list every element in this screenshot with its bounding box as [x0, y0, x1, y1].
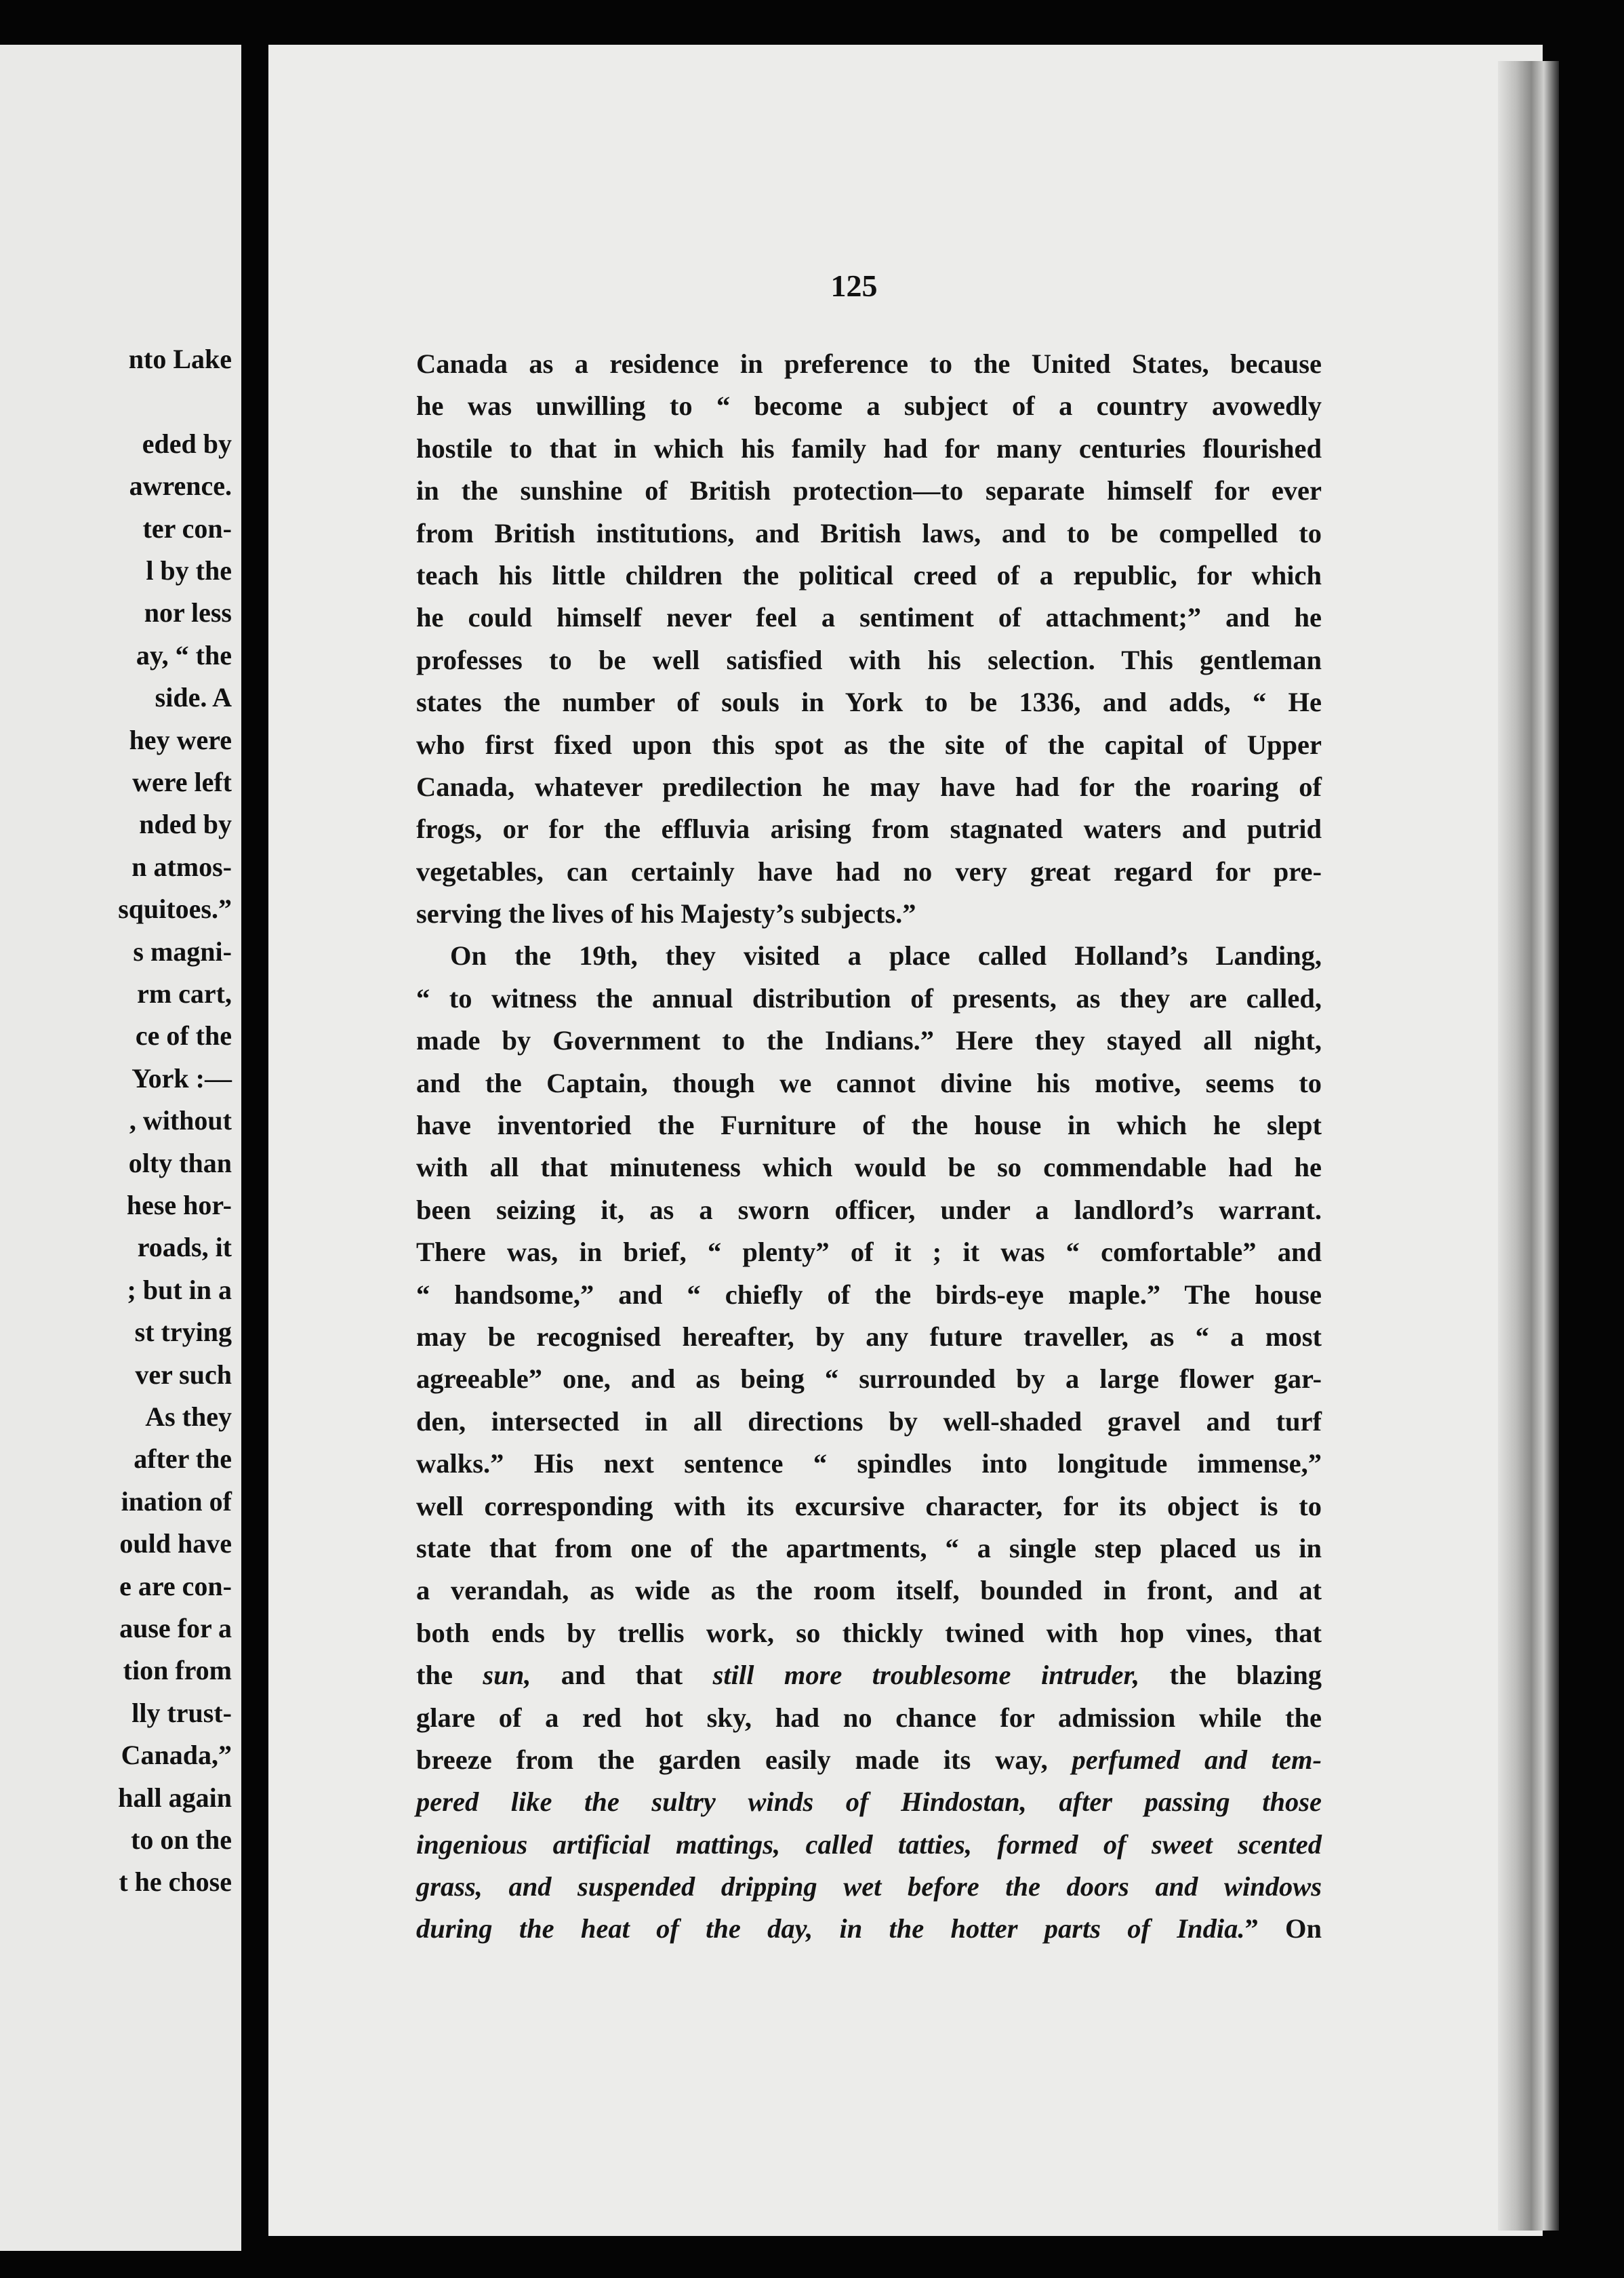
- left-page-fragment: after the: [134, 1443, 232, 1475]
- text-line: [416, 1781, 1322, 1823]
- text-run: glare of a red hot sky, had no chance for admission while the: [416, 1702, 1322, 1733]
- text-run: On the 19th, they visited a place called Holland’s Landing,: [450, 940, 1322, 972]
- text-line: [416, 1485, 1322, 1527]
- italic-text: ingenious artificial mattings, called tatties, formed of sweet scented: [416, 1829, 1322, 1860]
- left-page-fragment: were left: [132, 767, 232, 797]
- left-page-fragment: squitoes.”: [118, 894, 232, 925]
- text-run: walks.” His next sentence “ spindles into longitude immense,”: [416, 1448, 1322, 1479]
- text-run: hostile to that in which his family had for many centuries flourished: [416, 433, 1322, 464]
- text-run: in the sunshine of British protection—to separate himself for ever: [416, 475, 1322, 506]
- left-page-fragment: eded by: [142, 428, 232, 459]
- left-page-fragment: ould have: [119, 1528, 232, 1559]
- text-run: the: [416, 1660, 483, 1691]
- italic-text: sun,: [483, 1660, 531, 1691]
- left-page-fragment: hese hor-: [126, 1190, 232, 1220]
- text-run: teach his little children the political creed of a republic, for which: [416, 559, 1322, 591]
- text-line: [416, 681, 1322, 723]
- text-line: [416, 978, 1322, 1020]
- text-run: he could himself never feel a sentiment of attachment;” and he: [416, 602, 1322, 633]
- body-text: [416, 343, 1322, 1951]
- text-run: vegetables, can certainly have had no very great regard for pre-: [416, 856, 1322, 887]
- text-line: [416, 385, 1322, 427]
- text-run: frogs, or for the effluvia arising from stagnated waters and putrid: [416, 814, 1322, 845]
- text-line: [416, 1358, 1322, 1400]
- left-page-fragment: n atmos-: [131, 851, 232, 882]
- text-line: [416, 1527, 1322, 1570]
- left-page-fragment: s magni-: [133, 936, 232, 967]
- text-line: [416, 766, 1322, 808]
- text-line: [416, 1231, 1322, 1273]
- text-run: who first fixed upon this spot as the site of the capital of Upper: [416, 729, 1322, 760]
- text-line: [416, 639, 1322, 681]
- text-run: Canada as a residence in preference to the United States, because: [416, 348, 1322, 379]
- text-run: made by Government to the Indians.” Here they stayed all night,: [416, 1025, 1322, 1056]
- text-line: [416, 428, 1322, 470]
- left-page-fragment: Canada,”: [121, 1740, 232, 1771]
- left-page-fragment: nded by: [139, 809, 232, 840]
- page-number: 125: [830, 268, 878, 303]
- text-run: both ends by trellis work, so thickly twined with hop vines, that: [416, 1617, 1322, 1648]
- left-page-fragment: tion from: [123, 1655, 232, 1686]
- text-line: [416, 1274, 1322, 1316]
- text-line: [416, 1739, 1322, 1781]
- text-run: professes to be well satisfied with his selection. This gentleman: [416, 644, 1322, 675]
- text-line: [416, 1104, 1322, 1146]
- left-page-fragment: ay, “ the: [136, 639, 232, 671]
- left-page-fragment: rm cart,: [137, 978, 232, 1009]
- text-line: [416, 343, 1322, 385]
- text-line: [416, 1866, 1322, 1908]
- text-run: may be recognised hereafter, by any future traveller, as “ a most: [416, 1321, 1322, 1352]
- text-line: [416, 1146, 1322, 1188]
- facing-page-left: [0, 45, 241, 2251]
- left-page-fragment: e are con-: [119, 1570, 232, 1601]
- left-page-fragment: ter con-: [142, 513, 232, 544]
- text-line: [416, 1189, 1322, 1231]
- text-line: [416, 1654, 1322, 1696]
- text-line: [416, 1443, 1322, 1485]
- italic-text: perfumed and tem-: [1072, 1744, 1322, 1775]
- left-page-fragment: nto Lake: [128, 344, 232, 374]
- text-run: have inventoried the Furniture of the house in which he slept: [416, 1110, 1322, 1141]
- left-page-fragment: , without: [129, 1105, 232, 1136]
- left-page-fragment: nor less: [144, 597, 232, 628]
- left-page-fragment: to on the: [131, 1824, 232, 1855]
- text-line: [416, 1570, 1322, 1612]
- text-line: [416, 1062, 1322, 1104]
- left-page-fragment: hall again: [118, 1782, 232, 1813]
- text-run: serving the lives of his Majesty’s subjects.”: [416, 898, 916, 930]
- text-run: and the Captain, though we cannot divine his motive, seems to: [416, 1067, 1322, 1098]
- left-page-fragment: ver such: [135, 1359, 232, 1390]
- text-line: [416, 1316, 1322, 1358]
- text-line: [416, 1612, 1322, 1654]
- left-page-fragment: ause for a: [119, 1613, 232, 1643]
- left-page-fragment: side. A: [155, 682, 232, 713]
- page-edges: [1498, 61, 1559, 2231]
- left-page-fragment: York :—: [131, 1062, 232, 1094]
- text-run: well corresponding with its excursive character, for its object is to: [416, 1490, 1322, 1521]
- text-line: [416, 724, 1322, 766]
- left-page-fragment: lly trust-: [131, 1697, 232, 1728]
- text-run: “ to witness the annual distribution of presents, as they are called,: [416, 982, 1322, 1014]
- left-page-fragment: st trying: [134, 1317, 232, 1348]
- italic-text: during the heat of the day, in the hotter parts of India.: [416, 1913, 1245, 1944]
- italic-text: still more troublesome intruder,: [712, 1660, 1140, 1691]
- text-line: [416, 851, 1322, 893]
- text-line: [416, 893, 1322, 935]
- text-line: [416, 1908, 1322, 1950]
- text-run: state that from one of the apartments, “ a single step placed us in: [416, 1532, 1322, 1563]
- text-line: [416, 555, 1322, 597]
- text-line: [416, 1697, 1322, 1739]
- text-line: [416, 1824, 1322, 1866]
- left-page-fragment: awrence.: [129, 471, 232, 502]
- text-run: “ handsome,” and “ chiefly of the birds-eye maple.” The house: [416, 1279, 1322, 1310]
- left-page-fragment: olty than: [128, 1147, 232, 1178]
- text-run: states the number of souls in York to be 1336, and adds, “ He: [416, 687, 1322, 718]
- text-line: [416, 1020, 1322, 1062]
- italic-text: grass, and suspended dripping wet before the doors and windows: [416, 1871, 1322, 1902]
- left-page-fragment: ; but in a: [127, 1274, 232, 1305]
- book-gutter: [241, 0, 268, 2278]
- italic-text: pered like the sultry winds of Hindostan, after passing those: [416, 1786, 1322, 1818]
- text-line: [416, 808, 1322, 850]
- text-run: den, intersected in all directions by well-shaded gravel and turf: [416, 1405, 1322, 1437]
- text-run: There was, in brief, “ plenty” of it ; it was “ comfortable” and: [416, 1237, 1322, 1268]
- text-run: agreeable” one, and as being “ surrounded by a large flower gar-: [416, 1363, 1322, 1395]
- text-line: [416, 470, 1322, 512]
- left-page-fragment: l by the: [146, 555, 232, 586]
- text-run: ” On: [1244, 1913, 1322, 1944]
- text-run: breeze from the garden easily made its way,: [416, 1744, 1072, 1775]
- text-run: from British institutions, and British laws, and to be compelled to: [416, 517, 1322, 548]
- text-run: he was unwilling to “ become a subject of a country avowedly: [416, 391, 1322, 422]
- text-run: with all that minuteness which would be so commendable had he: [416, 1152, 1322, 1183]
- left-page-fragment: roads, it: [137, 1232, 232, 1263]
- text-run: and that: [531, 1660, 713, 1691]
- left-page-fragment: t he chose: [119, 1866, 232, 1898]
- text-line: [416, 597, 1322, 639]
- text-line: [416, 1401, 1322, 1443]
- text-run: Canada, whatever predilection he may have had for the roaring of: [416, 771, 1322, 802]
- left-page-fragment: ce of the: [135, 1020, 232, 1052]
- left-page-fragment: hey were: [129, 724, 232, 755]
- text-run: the blazing: [1139, 1660, 1322, 1691]
- text-run: a verandah, as wide as the room itself, bounded in front, and at: [416, 1575, 1322, 1606]
- text-line: [416, 935, 1322, 977]
- text-run: been seizing it, as a sworn officer, under a landlord’s warrant.: [416, 1194, 1322, 1225]
- text-line: [416, 513, 1322, 555]
- left-page-fragment: ination of: [121, 1485, 232, 1517]
- left-page-fragment: As they: [145, 1401, 232, 1432]
